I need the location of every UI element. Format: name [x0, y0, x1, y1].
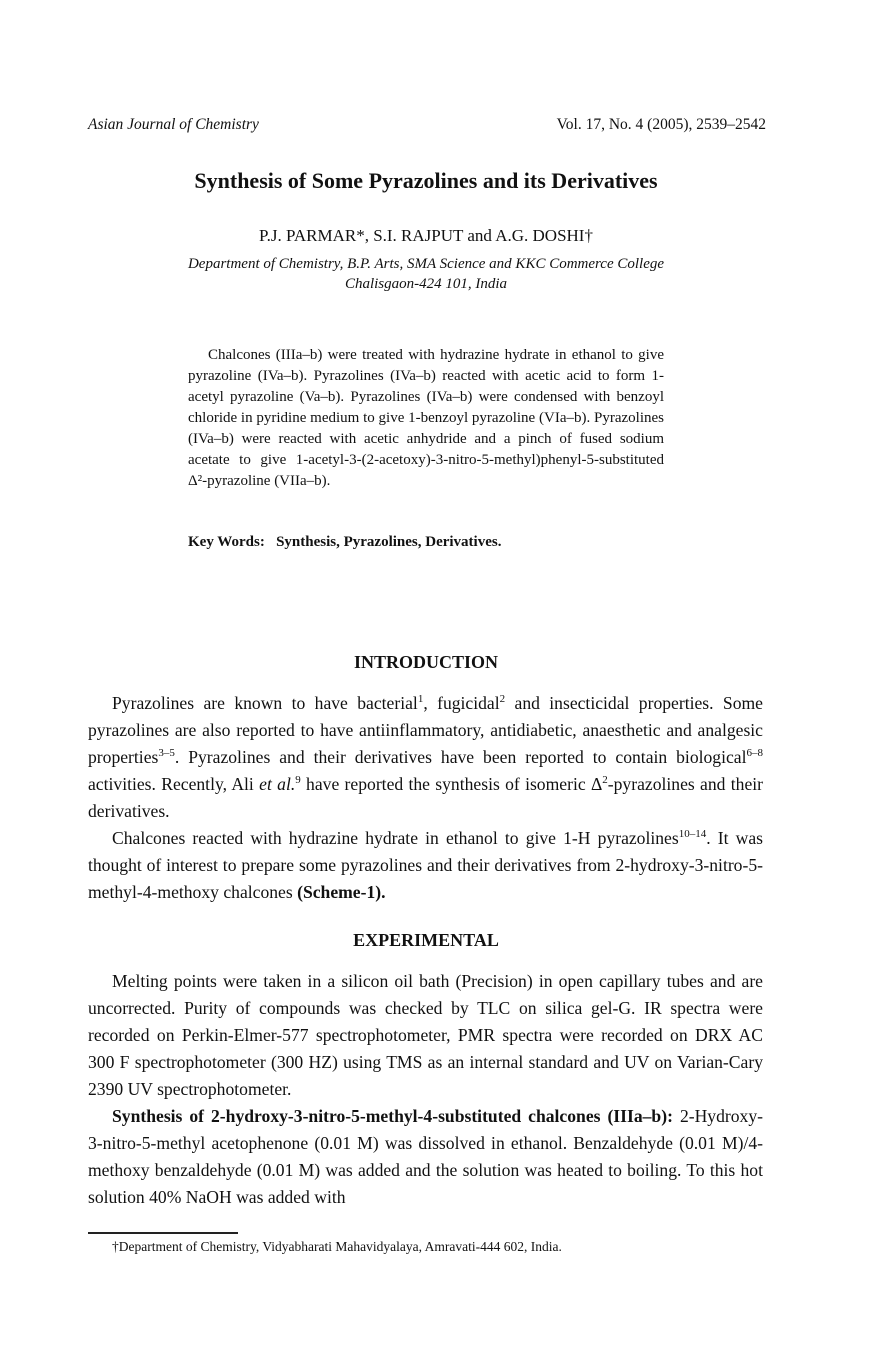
running-header	[88, 116, 766, 134]
author-list: P.J. PARMAR*, S.I. RAJPUT and A.G. DOSHI†	[259, 226, 593, 245]
footnote-divider	[88, 1232, 238, 1234]
journal-name: Asian Journal of Chemistry	[88, 116, 259, 133]
affiliation	[0, 254, 852, 294]
introduction-paragraph-2: Chalcones reacted with hydrazine hydrate in ethanol to give 1-H pyrazolines$^{10-14}$. It was thought of interest to prepare some pyrazolines and their derivatives from 2-hydroxy-3-nitro-5-methyl-4-methoxy chalcones (Scheme-1).	[88, 828, 763, 902]
scheme-reference: (Scheme-1).	[297, 882, 386, 902]
experimental-paragraph-2: Synthesis of 2-hydroxy-3-nitro-5-methyl-4-substituted chalcones (IIIa–b): 2-Hydroxy-3-nitro-5-methyl acetophenone (0.01 M) was dissolved in ethanol. Benzaldehyde (0.01 M)/4-methoxy benzaldehyde (0.01 M) was added and the solution was heated to boiling. To this hot solution 40% NaOH was added with	[88, 1106, 764, 1207]
introduction-heading: INTRODUCTION	[353, 652, 499, 672]
volume-info: Vol. 17, No. 4 (2005), 2539–2542	[556, 116, 766, 133]
experimental-paragraph-1: Melting points were taken in a silicon oil bath (Precision) in open capillary tubes and are uncorrected. Purity of compounds was checked by TLC on silica gel-G. IR spectra were recorded on Perkin-Elmer-577 spectrophotometer, PMR spectra were recorded on DRX AC 300 F spectrophotometer (300 HZ) using TMS as an internal standard and UV on Varian-Cary 2390 UV spectrophotometer.	[88, 971, 763, 1099]
synthesis-subheading: Synthesis of 2-hydroxy-3-nitro-5-methyl-4-substituted chalcones (IIIa–b):	[112, 1106, 673, 1126]
keywords-label: Key Words:	[188, 534, 265, 550]
footnote: †Department of Chemistry, Vidyabharati Mahavidyalaya, Amravati-444 602, India.	[112, 1239, 562, 1254]
abstract-text: Chalcones (IIIa–b) were treated with hydrazine hydrate in ethanol to give pyrazoline (IVa–b). Pyrazolines (IVa–b) reacted with acetic acid to form 1-acetyl pyrazoline (Va–b). Pyrazolines (IVa–b) were condensed with benzoyl chloride in pyridine medium to give 1-benzoyl pyrazoline (VIa–b). Pyrazolines (IVa–b) were reacted with acetic anhydride and a pinch of fused sodium acetate to give 1-acetyl-3-(2-acetoxy)-3-nitro-5-methyl)phenyl-5-substituted Δ²-pyrazoline (VIIa–b).	[188, 347, 664, 489]
affiliation-line-2: Chalisgaon-424 101, India	[344, 276, 508, 292]
introduction-paragraph-1: Pyrazolines are known to have bacterial$^1$, fugicidal$^2$ and insecticidal properties. Some pyrazolines are also reported to have antiinflammatory, antidiabetic, anaesthetic and analgesic properties$^{3-5}$. Pyrazolines and their derivatives have been reported to contain biological$^{6-8}$ activities. Recently, Ali et al.$^9$ have reported the synthesis of isomeric $\Delta^2$-pyrazolines and their derivatives.	[88, 693, 763, 821]
keywords-list: Synthesis, Pyrazolines, Derivatives.	[276, 534, 502, 550]
abstract	[188, 345, 664, 492]
introduction-body	[88, 690, 763, 906]
keywords	[188, 534, 664, 551]
experimental-heading: EXPERIMENTAL	[353, 930, 499, 950]
article-title: Synthesis of Some Pyrazolines and its Derivatives	[194, 168, 658, 193]
experimental-body	[88, 968, 763, 1211]
affiliation-line-1: Department of Chemistry, B.P. Arts, SMA Science and KKC Commerce College	[187, 256, 665, 272]
